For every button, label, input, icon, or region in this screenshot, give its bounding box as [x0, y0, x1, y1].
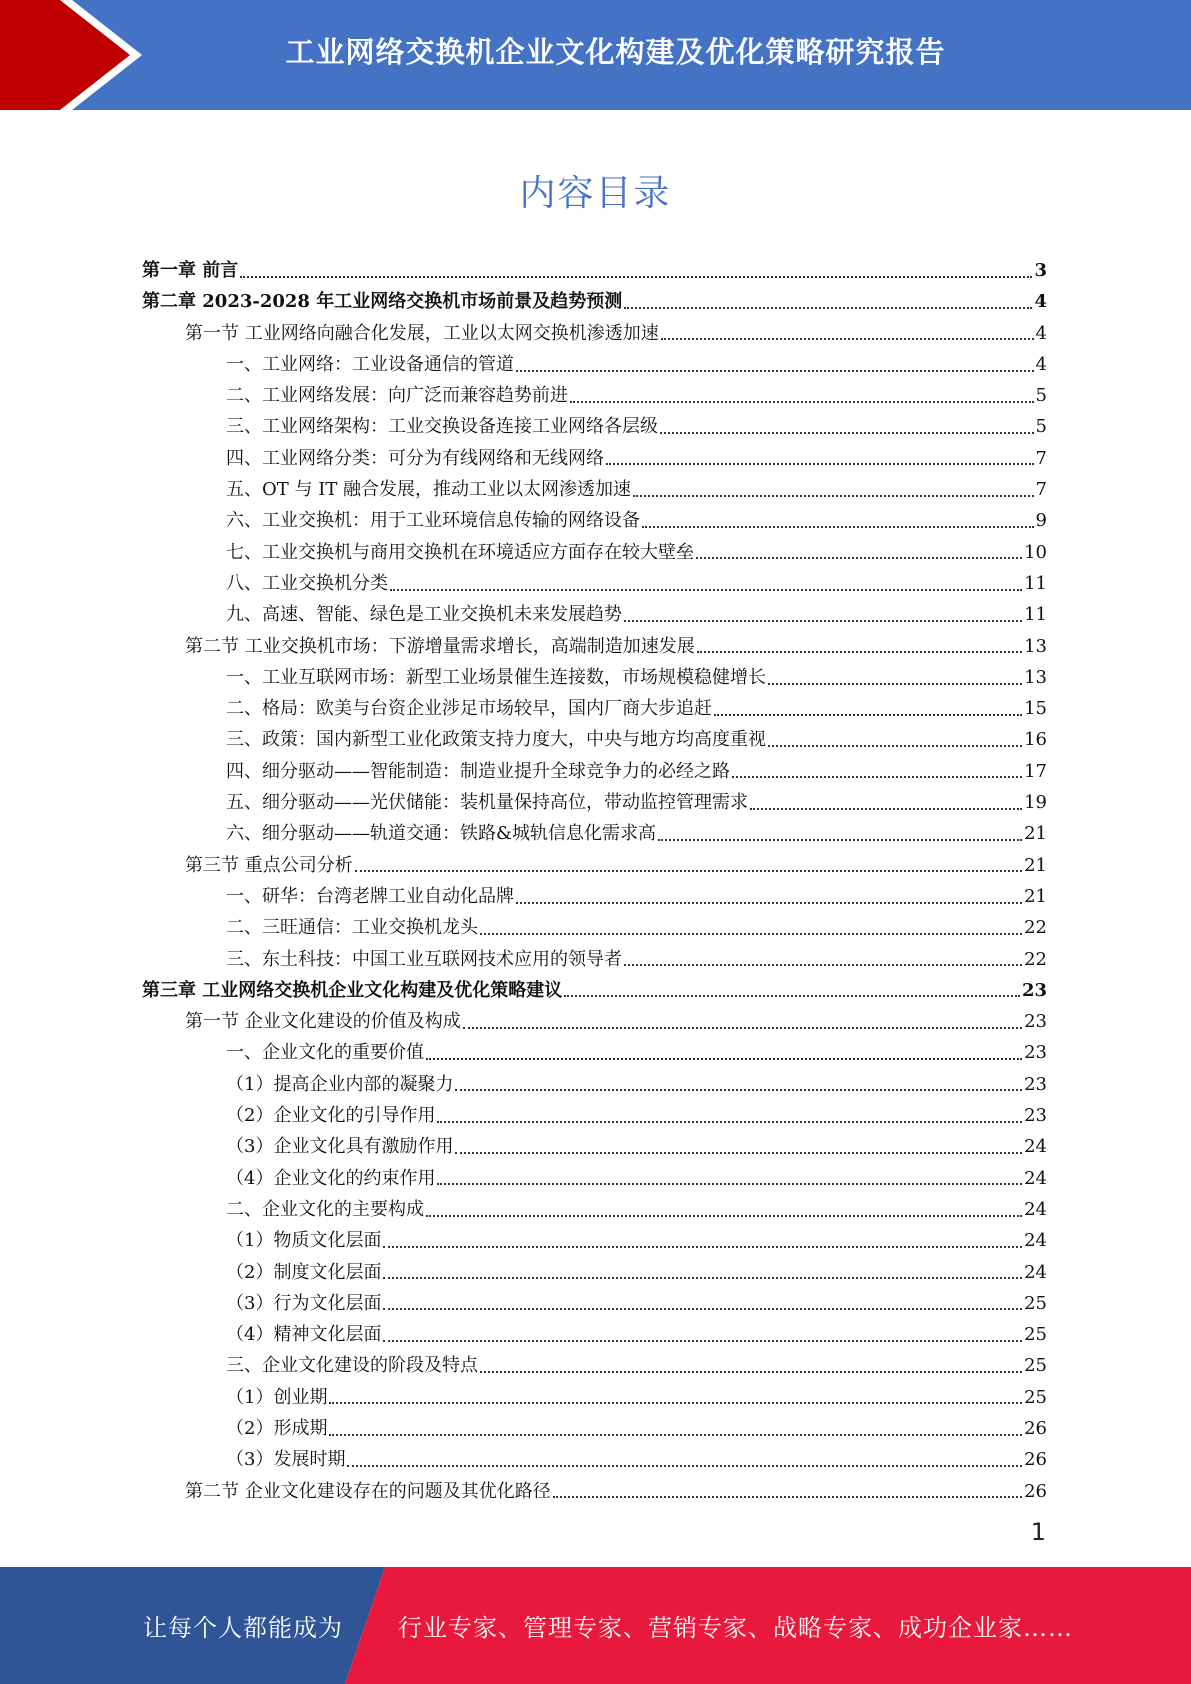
toc-entry[interactable] — [142, 1006, 1047, 1037]
toc-title: 内容目录 — [519, 173, 672, 214]
toc-entry[interactable] — [142, 505, 1047, 536]
toc-entry-title: 第一节 工业网络向融合化发展，工业以太网交换机渗透加速 — [185, 322, 659, 344]
toc-entry-page: 25 — [1024, 1292, 1047, 1314]
toc-entry-page: 4 — [1035, 322, 1047, 344]
toc-dot-leader — [355, 870, 1022, 872]
toc-entry-page: 11 — [1024, 572, 1047, 594]
toc-entry-title: （2）形成期 — [226, 1417, 328, 1439]
toc-dot-leader — [240, 276, 1032, 278]
toc-entry-title: （3）行为文化层面 — [226, 1292, 382, 1314]
toc-entry-title: 一、工业互联网市场：新型工业场景催生连接数，市场规模稳健增长 — [226, 666, 766, 688]
toc-entry-page: 16 — [1024, 729, 1047, 751]
toc-entry-page: 25 — [1024, 1355, 1047, 1377]
toc-entry[interactable] — [142, 944, 1047, 975]
toc-dot-leader — [329, 1402, 1022, 1404]
toc-entry-page: 7 — [1035, 447, 1047, 469]
toc-entry[interactable] — [142, 411, 1047, 442]
toc-entry-page: 24 — [1024, 1198, 1047, 1220]
toc-entry-title: 四、工业网络分类：可分为有线网络和无线网络 — [226, 447, 604, 469]
toc-dot-leader — [570, 401, 1034, 403]
toc-entry-title: 二、三旺通信：工业交换机龙头 — [226, 917, 478, 939]
toc-dot-leader — [564, 995, 1020, 997]
toc-dot-leader — [383, 1246, 1022, 1248]
toc-entry-page: 21 — [1024, 885, 1047, 907]
toc-entry-page: 26 — [1024, 1449, 1047, 1471]
toc-entry[interactable] — [142, 1225, 1047, 1256]
toc-entry-title: 八、工业交换机分类 — [226, 572, 388, 594]
toc-entry-page: 24 — [1024, 1167, 1047, 1189]
toc-entry[interactable] — [142, 537, 1047, 568]
toc-entry-title: 七、工业交换机与商用交换机在环境适应方面存在较大壁垒 — [226, 541, 694, 563]
toc-dot-leader — [347, 1465, 1022, 1467]
toc-entry[interactable] — [142, 1194, 1047, 1225]
toc-entry-title: 第二章 2023-2028 年工业网络交换机市场前景及趋势预测 — [142, 291, 623, 313]
toc-dot-leader — [437, 1183, 1022, 1185]
toc-entry-title: 第二节 工业交换机市场：下游增量需求增长，高端制造加速发展 — [185, 635, 695, 657]
toc-entry-page: 26 — [1024, 1480, 1047, 1502]
toc-entry-page: 24 — [1024, 1230, 1047, 1252]
toc-entry-page: 25 — [1024, 1386, 1047, 1408]
toc-entry[interactable] — [142, 443, 1047, 474]
toc-entry-title: 二、格局：欧美与台资企业涉足市场较早，国内厂商大步追赶 — [226, 698, 712, 720]
toc-entry-title: 四、细分驱动——智能制造：制造业提升全球竞争力的必经之路 — [226, 760, 730, 782]
toc-dot-leader — [660, 432, 1034, 434]
toc-entry-title: 三、东土科技：中国工业互联网技术应用的领导者 — [226, 948, 622, 970]
toc-entry-page: 23 — [1021, 979, 1047, 1001]
toc-entry-page: 22 — [1024, 917, 1047, 939]
toc-entry-page: 22 — [1024, 948, 1047, 970]
toc-entry[interactable] — [142, 255, 1047, 286]
toc-entry[interactable] — [142, 1037, 1047, 1068]
toc-dot-leader — [455, 1089, 1022, 1091]
toc-entry[interactable] — [142, 568, 1047, 599]
toc-entry[interactable] — [142, 850, 1047, 881]
report-title: 工业网络交换机企业文化构建及优化策略研究报告 — [285, 34, 946, 69]
toc-dot-leader — [697, 651, 1022, 653]
toc-entry-title: （4）企业文化的约束作用 — [226, 1167, 436, 1189]
toc-entry-title: 二、工业网络发展：向广泛而兼容趋势前进 — [226, 385, 568, 407]
toc-entry[interactable] — [142, 1288, 1047, 1319]
toc-entry-title: （1）物质文化层面 — [226, 1230, 382, 1252]
toc-entry-page: 24 — [1024, 1136, 1047, 1158]
toc-entry[interactable] — [142, 975, 1047, 1006]
toc-entry[interactable] — [142, 286, 1047, 317]
toc-entry-page: 24 — [1024, 1261, 1047, 1283]
toc-entry-title: 第二节 企业文化建设存在的问题及其优化路径 — [185, 1480, 551, 1502]
header-arrow-icon — [0, 0, 160, 110]
toc-entry-title: 三、工业网络架构：工业交换设备连接工业网络各层级 — [226, 416, 658, 438]
toc-entry[interactable] — [142, 818, 1047, 849]
toc-entry-page: 21 — [1024, 854, 1047, 876]
footer-slogan-right: 行业专家、管理专家、营销专家、战略专家、成功企业家…… — [398, 1614, 1073, 1642]
toc-entry[interactable] — [142, 1413, 1047, 1444]
toc-dot-leader — [553, 1496, 1022, 1498]
toc-entry[interactable] — [142, 1257, 1047, 1288]
toc-entry-title: （2）制度文化层面 — [226, 1261, 382, 1283]
toc-entry-title: （1）创业期 — [226, 1386, 328, 1408]
toc-entry[interactable] — [142, 631, 1047, 662]
toc-entry-page: 17 — [1024, 760, 1047, 782]
toc-entry-page: 23 — [1024, 1042, 1047, 1064]
report-header-band — [0, 0, 1191, 110]
toc-dot-leader — [624, 620, 1022, 622]
toc-entry-page: 7 — [1035, 479, 1047, 501]
toc-entry-page: 19 — [1024, 792, 1047, 814]
toc-dot-leader — [516, 902, 1022, 904]
toc-entry[interactable] — [142, 1069, 1047, 1100]
toc-entry[interactable] — [142, 1319, 1047, 1350]
toc-entry-title: 五、细分驱动——光伏储能：装机量保持高位，带动监控管理需求 — [226, 792, 748, 814]
toc-dot-leader — [642, 526, 1034, 528]
toc-entry-title: （2）企业文化的引导作用 — [226, 1105, 436, 1127]
toc-dot-leader — [624, 964, 1022, 966]
toc-dot-leader — [633, 495, 1034, 497]
toc-entry-page: 23 — [1024, 1105, 1047, 1127]
toc-entry[interactable] — [142, 1382, 1047, 1413]
toc-entry-title: 三、企业文化建设的阶段及特点 — [226, 1355, 478, 1377]
toc-entry[interactable] — [142, 912, 1047, 943]
toc-entry[interactable] — [142, 1163, 1047, 1194]
toc-entry-title: 三、政策：国内新型工业化政策支持力度大，中央与地方均高度重视 — [226, 729, 766, 751]
toc-dot-leader — [455, 1152, 1022, 1154]
toc-entry-page: 26 — [1024, 1417, 1047, 1439]
toc-entry[interactable] — [142, 1350, 1047, 1381]
footer-slogan-left: 让每个人都能成为 — [143, 1614, 343, 1642]
toc-entry-title: 二、企业文化的主要构成 — [226, 1198, 424, 1220]
toc-dot-leader — [658, 839, 1022, 841]
toc-entry[interactable] — [142, 1476, 1047, 1507]
toc-entry-page: 4 — [1034, 291, 1047, 313]
toc-entry-page: 23 — [1024, 1073, 1047, 1095]
toc-entry-title: 六、细分驱动——轨道交通：铁路&城轨信息化需求高 — [226, 823, 657, 845]
toc-entry-title: （3）企业文化具有激励作用 — [226, 1136, 454, 1158]
toc-dot-leader — [480, 1371, 1022, 1373]
toc-entry-title: （4）精神文化层面 — [226, 1324, 382, 1346]
toc-entry-title: 一、企业文化的重要价值 — [226, 1042, 424, 1064]
toc-dot-leader — [463, 1027, 1022, 1029]
toc-dot-leader — [516, 370, 1034, 372]
toc-entry-title: （1）提高企业内部的凝聚力 — [226, 1073, 454, 1095]
toc-dot-leader — [383, 1277, 1022, 1279]
toc-dot-leader — [696, 557, 1022, 559]
toc-dot-leader — [480, 933, 1022, 935]
toc-dot-leader — [383, 1308, 1022, 1310]
toc-entry-page: 15 — [1024, 698, 1047, 720]
toc-dot-leader — [732, 776, 1022, 778]
toc-dot-leader — [437, 1121, 1022, 1123]
toc-dot-leader — [624, 307, 1032, 309]
toc-entry-page: 10 — [1024, 541, 1047, 563]
toc-entry-title: 第三节 重点公司分析 — [185, 854, 353, 876]
toc-dot-leader — [606, 463, 1034, 465]
toc-dot-leader — [426, 1058, 1022, 1060]
toc-entry-title: 第一节 企业文化建设的价值及构成 — [185, 1011, 461, 1033]
toc-entry[interactable] — [142, 693, 1047, 724]
toc-entry[interactable] — [142, 787, 1047, 818]
toc-dot-leader — [768, 683, 1022, 685]
toc-entry[interactable] — [142, 662, 1047, 693]
toc-entry-page: 4 — [1035, 353, 1047, 375]
toc-entry-page: 5 — [1035, 385, 1047, 407]
toc-entry[interactable] — [142, 1100, 1047, 1131]
toc-dot-leader — [383, 1340, 1022, 1342]
toc-dot-leader — [661, 338, 1034, 340]
toc-entry-page: 9 — [1035, 510, 1047, 532]
toc-entry[interactable] — [142, 380, 1047, 411]
page-number: 1 — [1030, 1518, 1046, 1546]
toc-entry[interactable] — [142, 881, 1047, 912]
toc-entry[interactable] — [142, 599, 1047, 630]
toc-dot-leader — [714, 714, 1022, 716]
toc-entry[interactable] — [142, 474, 1047, 505]
toc-entry-page: 11 — [1024, 604, 1047, 626]
toc-entry-title: 第一章 前言 — [142, 260, 239, 281]
table-of-contents — [142, 255, 1047, 1507]
toc-entry-page: 3 — [1034, 260, 1047, 281]
toc-entry-title: 一、工业网络：工业设备通信的管道 — [226, 353, 514, 375]
toc-entry[interactable] — [142, 724, 1047, 755]
toc-entry-page: 5 — [1035, 416, 1047, 438]
toc-entry-title: 九、高速、智能、绿色是工业交换机未来发展趋势 — [226, 604, 622, 626]
toc-entry-page: 13 — [1024, 666, 1047, 688]
toc-entry-title: 第三章 工业网络交换机企业文化构建及优化策略建议 — [142, 979, 563, 1001]
toc-entry[interactable] — [142, 349, 1047, 380]
toc-dot-leader — [750, 808, 1022, 810]
toc-entry-title: 一、研华：台湾老牌工业自动化品牌 — [226, 885, 514, 907]
toc-entry[interactable] — [142, 1131, 1047, 1162]
footer-band — [0, 1567, 1191, 1684]
toc-entry-page: 21 — [1024, 823, 1047, 845]
toc-dot-leader — [329, 1434, 1022, 1436]
toc-entry-title: 六、工业交换机：用于工业环境信息传输的网络设备 — [226, 510, 640, 532]
toc-entry[interactable] — [142, 318, 1047, 349]
toc-entry-page: 13 — [1024, 635, 1047, 657]
toc-entry-page: 25 — [1024, 1324, 1047, 1346]
toc-dot-leader — [768, 745, 1022, 747]
toc-entry[interactable] — [142, 756, 1047, 787]
toc-entry-title: 五、OT 与 IT 融合发展，推动工业以太网渗透加速 — [226, 479, 632, 501]
toc-entry[interactable] — [142, 1444, 1047, 1475]
toc-entry-title: （3）发展时期 — [226, 1449, 346, 1471]
toc-entry-page: 23 — [1024, 1011, 1047, 1033]
toc-dot-leader — [426, 1215, 1022, 1217]
toc-dot-leader — [390, 589, 1022, 591]
